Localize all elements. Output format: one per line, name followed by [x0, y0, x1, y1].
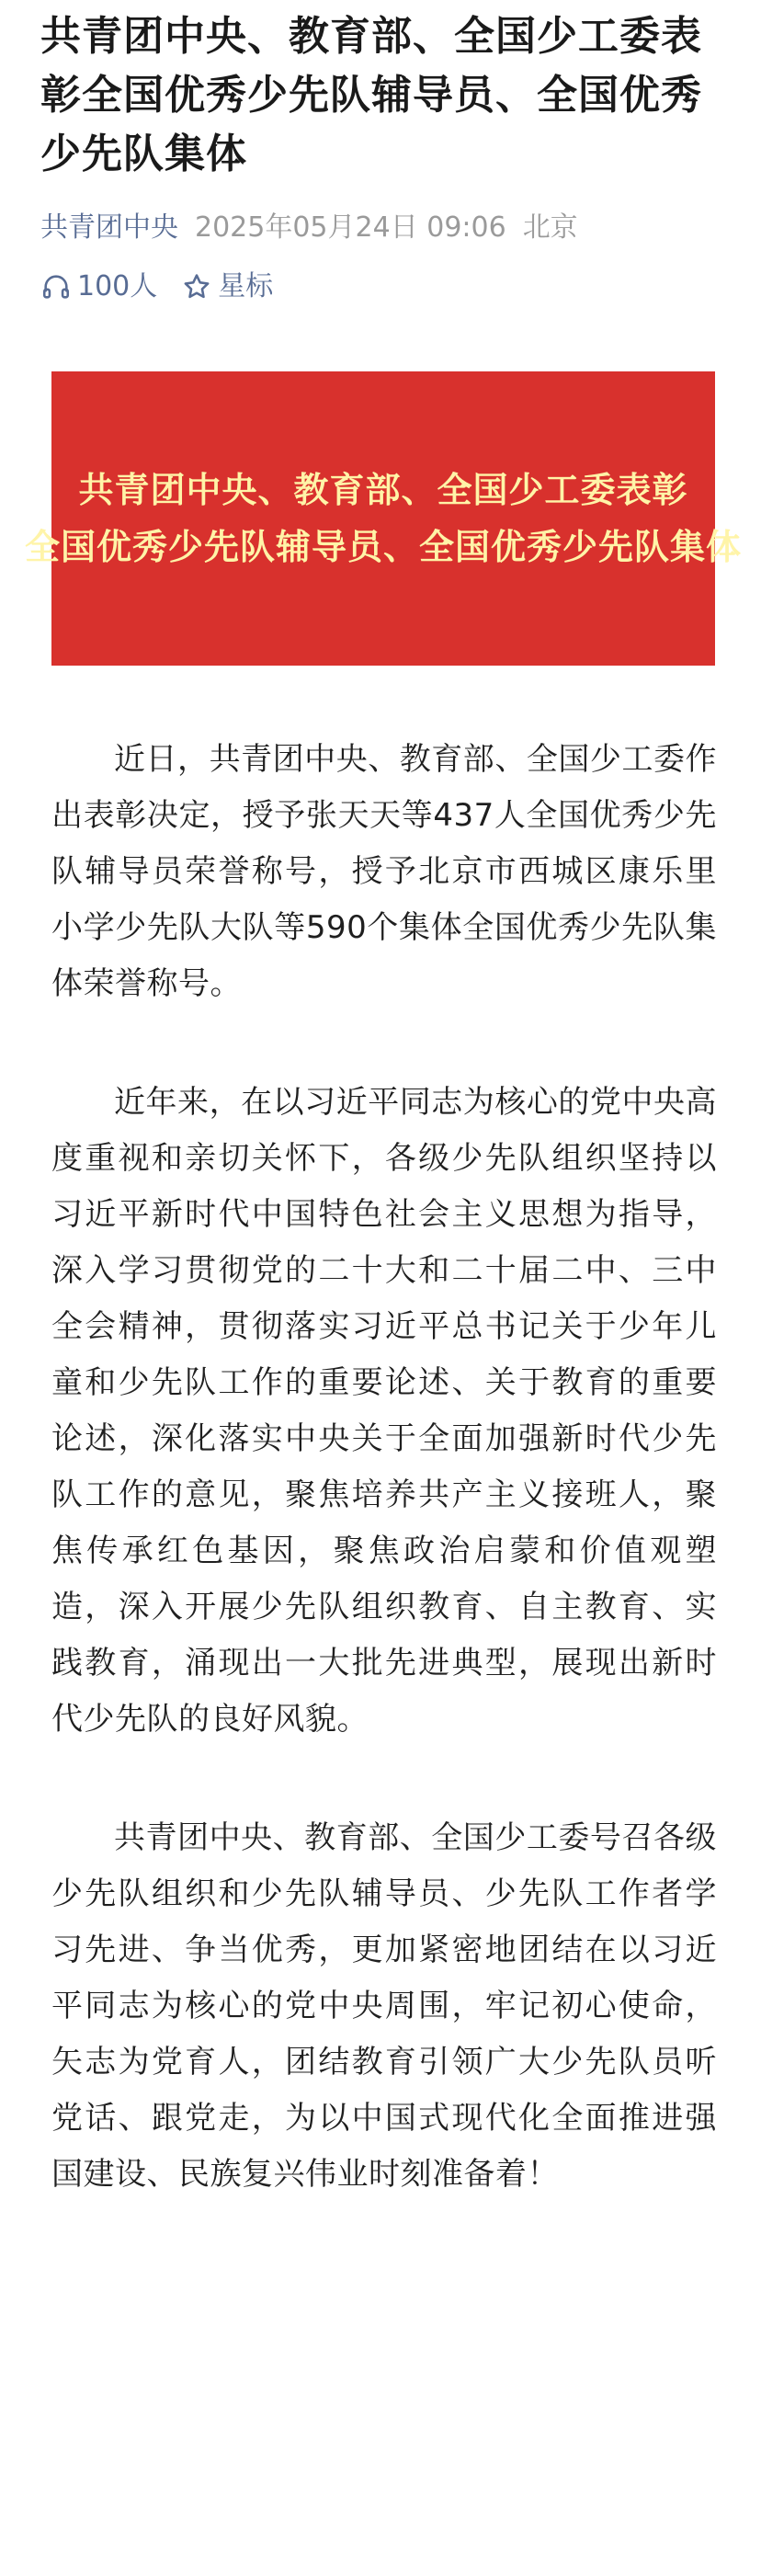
article-stats	[40, 268, 273, 305]
article-date: 2025年05月24日 09:06	[195, 211, 506, 244]
article-paragraph-2: 近年来，在以习近平同志为核心的党中央高度重视和亲切关怀下，各级少先队组织坚持以习近平新时代中国特色社会主义思想为指导，深入学习贯彻党的二十大和二十届二中、三中全会精神，贯彻落实习近平总书记关于少年儿童和少先队工作的重要论述、关于教育的重要论述，深化落实中央关于全面加强新时代少先队工作的意见，聚焦培养共产主义接班人，聚焦传承红色基因，聚焦政治启蒙和价值观塑造，深入开展少先队组织教育、自主教育、实践教育，涌现出一大批先进典型，展现出新时代少先队的良好风貌。	[51, 1084, 717, 1738]
star-outline-icon	[181, 271, 212, 302]
banner-line-1: 共青团中央、教育部、全国少工委表彰	[78, 470, 688, 510]
title-banner-image	[25, 371, 743, 666]
listen-count: 100人	[77, 270, 158, 302]
star-button[interactable]	[181, 268, 273, 305]
article-paragraph-1: 近日，共青团中央、教育部、全国少工委作出表彰决定，授予张天天等437人全国优秀少先队辅导员荣誉称号，授予北京市西城区康乐里小学少先队大队等590个集体全国优秀少先队集体荣誉称号。	[51, 741, 717, 1002]
banner-line-2: 全国优秀少先队辅导员、全国优秀少先队集体	[25, 527, 743, 567]
article-location: 北京	[522, 211, 578, 244]
headphones-icon	[40, 271, 72, 302]
article-meta	[40, 210, 578, 246]
article-title: 共青团中央、教育部、全国少工委表彰全国优秀少先队辅导员、全国优秀少先队集体	[40, 13, 702, 177]
article-paragraph-3: 共青团中央、教育部、全国少工委号召各级少先队组织和少先队辅导员、少先队工作者学习先进、争当优秀，更加紧密地团结在以习近平同志为核心的党中央周围，牢记初心使命，矢志为党育人，团结教育引领广大少先队员听党话、跟党走，为以中国式现代化全面推进强国建设、民族复兴伟业时刻准备着！	[51, 1819, 717, 2193]
star-label: 星标	[218, 270, 274, 302]
article-source-link[interactable]: 共青团中央	[40, 211, 178, 244]
article-body	[51, 732, 717, 2265]
